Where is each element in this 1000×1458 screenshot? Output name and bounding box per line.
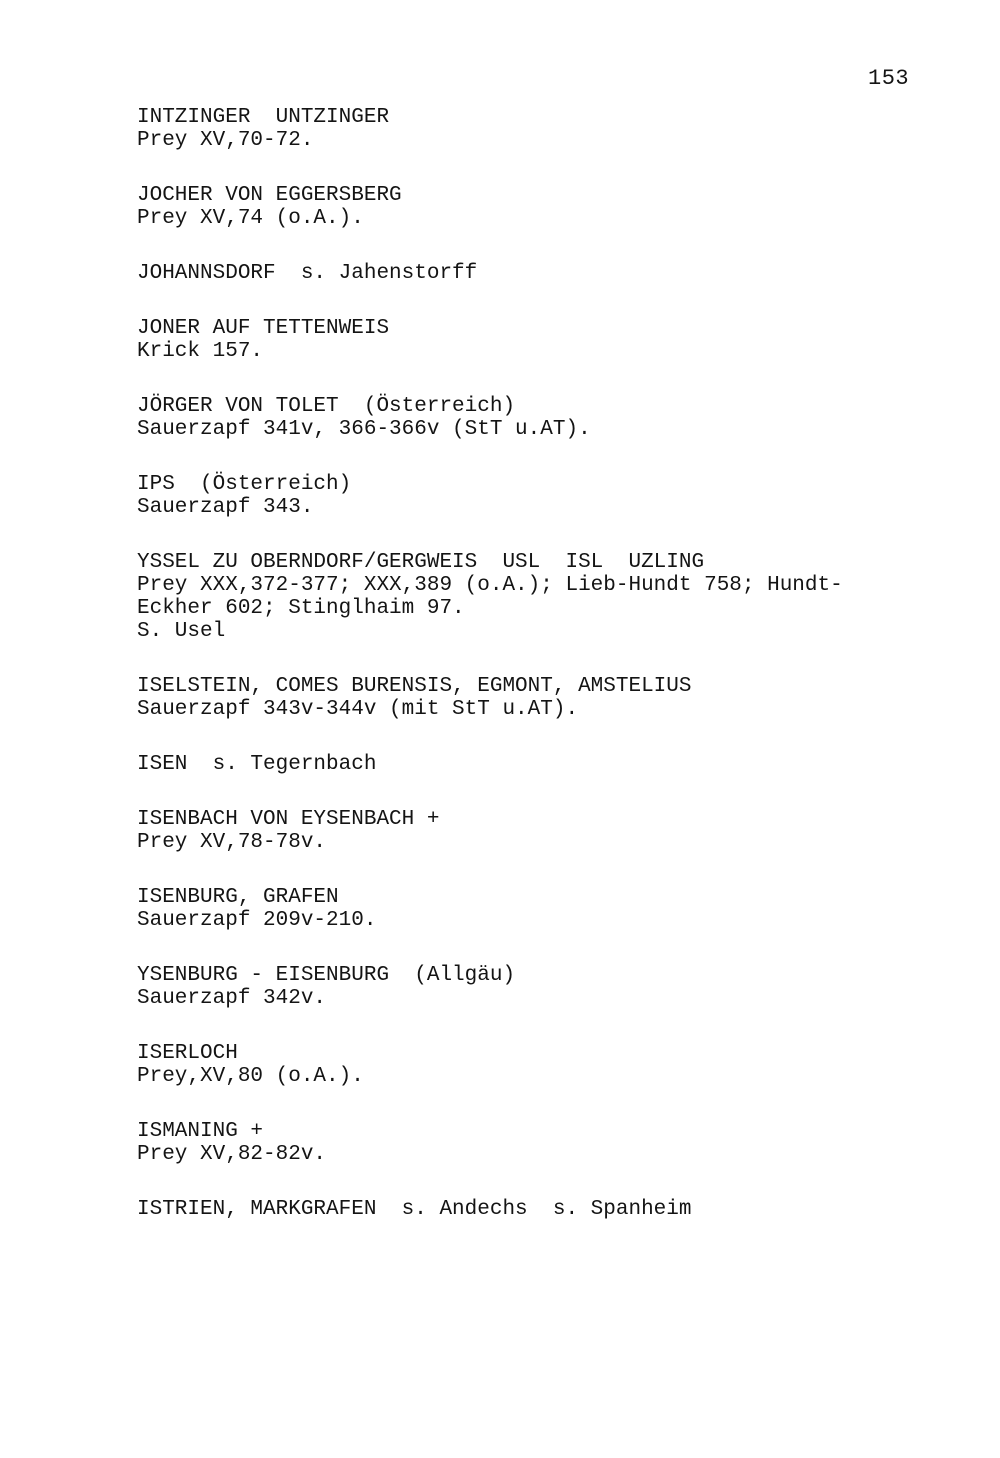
entry-reference: Sauerzapf 343. [137, 496, 314, 519]
entry-heading: ISENBACH VON EYSENBACH + [137, 808, 440, 831]
entry-reference: Sauerzapf 341v, 366-366v (StT u.AT). [137, 418, 591, 441]
entry-heading: YSSEL ZU OBERNDORF/GERGWEIS USL ISL UZLING [137, 551, 705, 574]
entry-istrien [137, 1198, 937, 1221]
entry-reference: Krick 157. [137, 340, 264, 363]
entry-intzinger [137, 106, 937, 152]
entry-isen [137, 753, 937, 776]
entry-list [137, 106, 937, 1221]
entry-reference: Eckher 602; Stinglhaim 97. [137, 597, 465, 620]
entry-isenbach [137, 808, 937, 854]
entry-reference: Prey XV,82-82v. [137, 1143, 327, 1166]
entry-reference: Prey XXX,372-377; XXX,389 (o.A.); Lieb-Hundt 758; Hundt- [137, 574, 843, 597]
entry-iselstein [137, 675, 937, 721]
entry-joner [137, 317, 937, 363]
entry-reference: Prey,XV,80 (o.A.). [137, 1065, 364, 1088]
entry-reference: Sauerzapf 342v. [137, 987, 327, 1010]
entry-heading: YSENBURG - EISENBURG (Allgäu) [137, 964, 516, 987]
entry-heading: JÖRGER VON TOLET (Österreich) [137, 395, 516, 418]
entry-reference: Prey XV,70-72. [137, 129, 314, 152]
entry-ips [137, 473, 937, 519]
entry-ismaning [137, 1120, 937, 1166]
page-number: 153 [868, 66, 910, 91]
entry-ysenburg [137, 964, 937, 1010]
entry-heading: IPS (Österreich) [137, 473, 352, 496]
entry-isenburg [137, 886, 937, 932]
entry-heading: JOHANNSDORF s. Jahenstorff [137, 262, 478, 285]
entry-heading: INTZINGER UNTZINGER [137, 106, 390, 129]
entry-heading: ISMANING + [137, 1120, 264, 1143]
entry-iserloch [137, 1042, 937, 1088]
entry-see-also: S. Usel [137, 620, 226, 643]
entry-yssel [137, 551, 937, 643]
entry-reference: Prey XV,74 (o.A.). [137, 207, 364, 230]
entry-jocher [137, 184, 937, 230]
entry-reference: Prey XV,78-78v. [137, 831, 327, 854]
entry-johannsdorf [137, 262, 937, 285]
entry-heading: ISTRIEN, MARKGRAFEN s. Andechs s. Spanheim [137, 1198, 692, 1221]
entry-heading: JONER AUF TETTENWEIS [137, 317, 390, 340]
entry-heading: ISEN s. Tegernbach [137, 753, 377, 776]
entry-reference: Sauerzapf 209v-210. [137, 909, 377, 932]
entry-heading: JOCHER VON EGGERSBERG [137, 184, 402, 207]
entry-heading: ISELSTEIN, COMES BURENSIS, EGMONT, AMSTELIUS [137, 675, 692, 698]
entry-heading: ISENBURG, GRAFEN [137, 886, 339, 909]
entry-heading: ISERLOCH [137, 1042, 238, 1065]
entry-joerger [137, 395, 937, 441]
entry-reference: Sauerzapf 343v-344v (mit StT u.AT). [137, 698, 579, 721]
